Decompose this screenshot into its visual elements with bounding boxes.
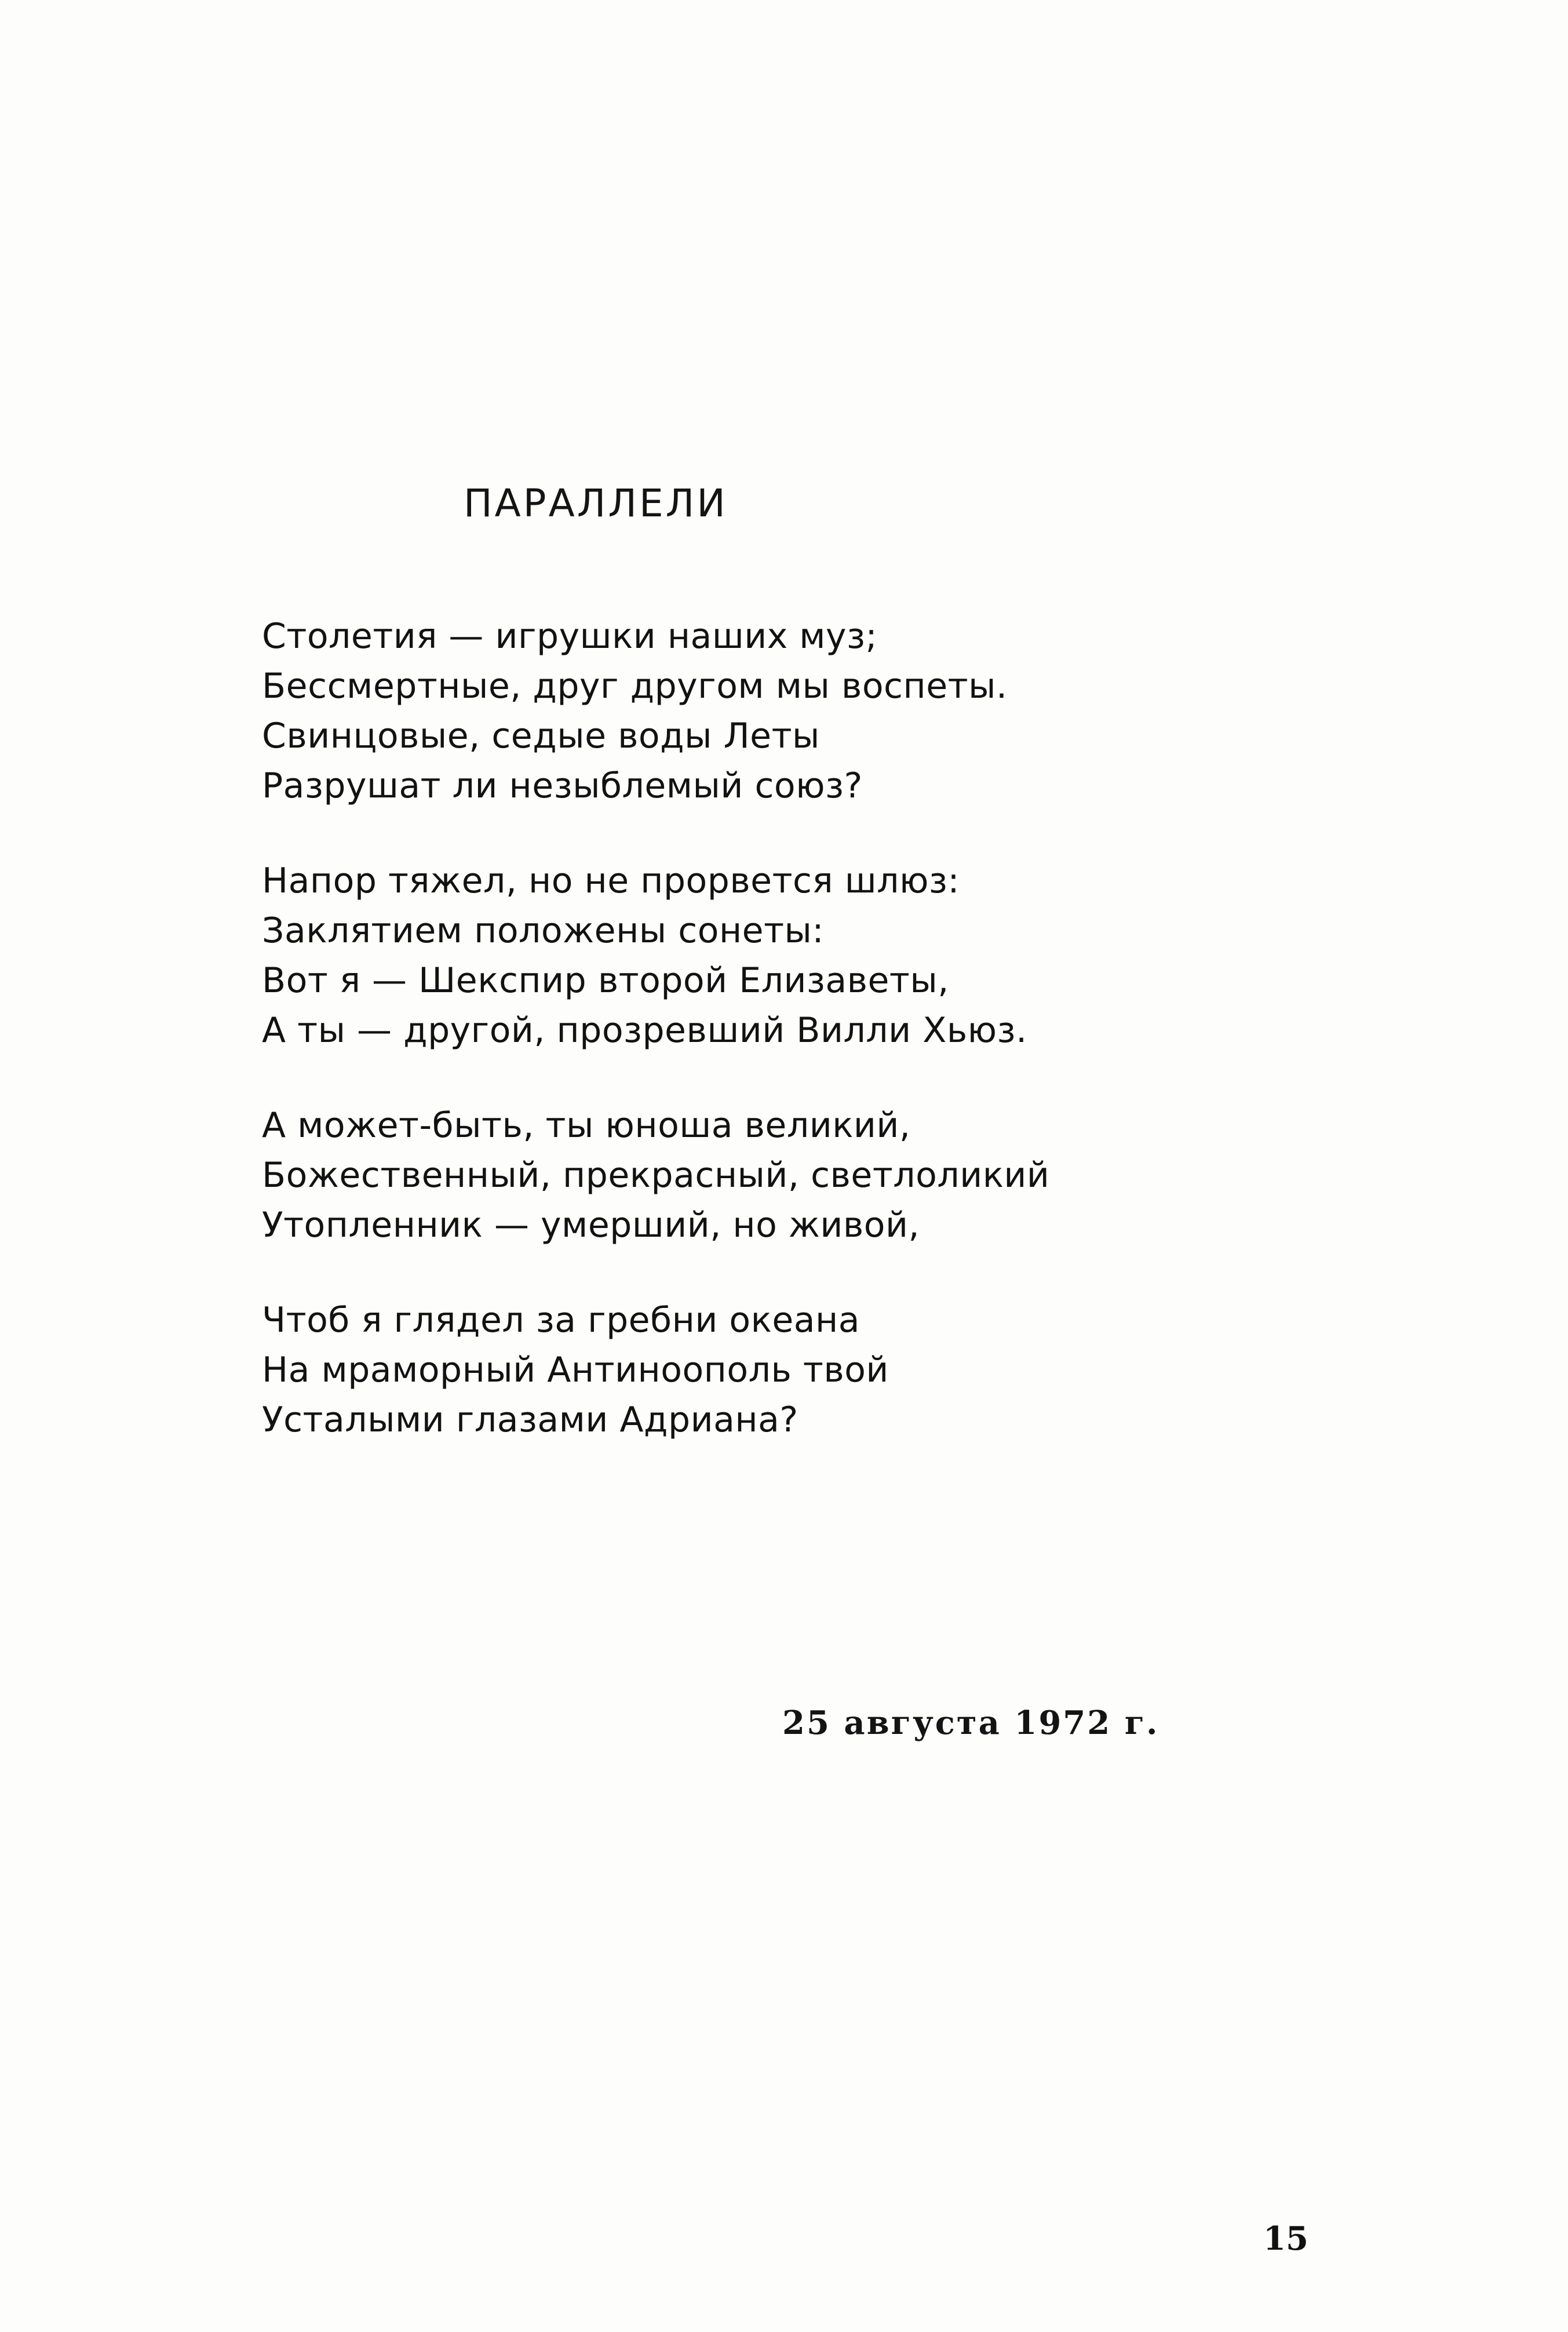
poem-line: Столетия — игрушки наших муз; xyxy=(262,616,878,657)
stanza-3 xyxy=(262,1101,1363,1250)
poem-line: А ты — другой, прозревший Вилли Хьюз. xyxy=(262,1010,1027,1051)
poem-line: На мраморный Антиноополь твой xyxy=(262,1350,889,1390)
poem-line: Вот я — Шекспир второй Елизаветы, xyxy=(262,960,949,1001)
poem-line: А может-быть, ты юноша великий, xyxy=(262,1105,911,1146)
page-title: ПАРАЛЛЕЛИ xyxy=(464,481,728,526)
poem-body xyxy=(262,611,1363,1490)
poem-line: Усталыми глазами Адриана? xyxy=(262,1400,798,1440)
stanza-4 xyxy=(262,1295,1363,1445)
stanza-2 xyxy=(262,856,1363,1055)
page-number: 15 xyxy=(1263,2220,1308,2258)
poem-line: Чтоб я глядел за гребни океана xyxy=(262,1300,860,1340)
poem-line: Заклятием положены сонеты: xyxy=(262,910,825,951)
poem-date: 25 августа 1972 г. xyxy=(782,1704,1159,1742)
stanza-1 xyxy=(262,611,1363,811)
poem-line: Утопленник — умерший, но живой, xyxy=(262,1205,920,1245)
poem-line: Божественный, прекрасный, светлоликий xyxy=(262,1155,1050,1196)
poem-line: Разрушат ли незыблемый союз? xyxy=(262,766,863,806)
poem-line: Бессмертные, друг другом мы воспеты. xyxy=(262,666,1008,706)
poem-line: Свинцовые, седые воды Леты xyxy=(262,716,820,756)
poem-line: Напор тяжел, но не прорвется шлюз: xyxy=(262,861,960,901)
